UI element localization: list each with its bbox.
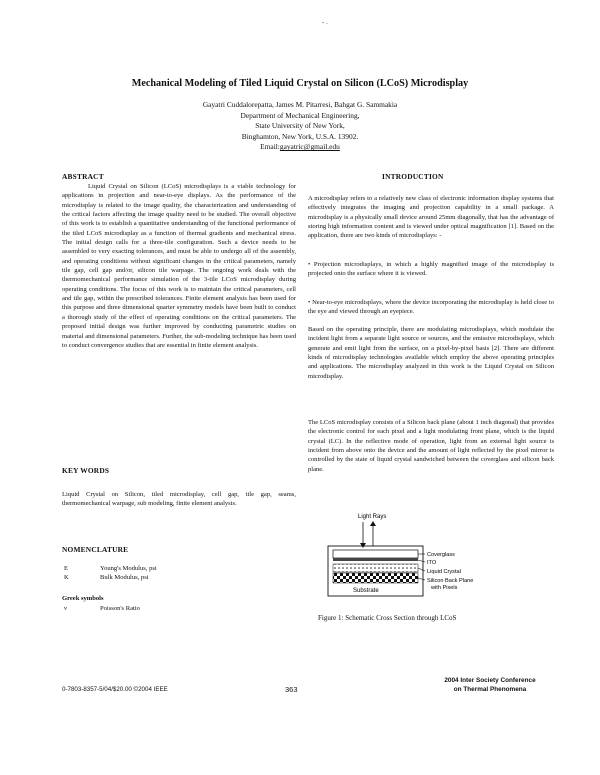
light-rays xyxy=(358,514,386,548)
figure-caption: Figure 1: Schematic Cross Section through LCoS xyxy=(318,614,457,622)
conference-line: on Thermal Phenomena xyxy=(453,685,527,693)
silicon-back-plane-label: Silicon Back Plane xyxy=(427,578,474,584)
liquid-crystal-label: Liquid Crystal xyxy=(427,569,461,575)
email-label: Email: xyxy=(260,142,280,152)
light-rays-label: Light Rays xyxy=(358,514,387,520)
layer-labels xyxy=(418,552,473,591)
greek-list xyxy=(62,604,296,613)
intro-paragraph: A microdisplay refers to a relatively new class of electronic information display systems that effectively integrates the imaging and projection capability in a small package. A microdisplay is a physically small device around 25mm diagonally, that has the advantage of storing high information content and is viewed under optical magnification [1]. Based on the application, there are two kinds of microdisplays: - xyxy=(308,195,554,240)
nomenclature-list xyxy=(62,564,296,583)
author-block xyxy=(150,100,450,153)
greek-heading: Greek symbols xyxy=(62,595,104,602)
nomenclature-symbol: K xyxy=(64,574,69,582)
ito-label: ITO xyxy=(427,560,437,566)
nomenclature-item xyxy=(62,564,296,573)
intro-paragraph: Based on the operating principle, there are modulating microdisplays, which modulate the incident light from a separate light source or sources, and the emissive microdisplays, which generate and emit light from the surface, on a pixel-by-pixel basis [2]. There are different kinds of microdisplay technologies available which employ the above operating principles and applications. The microdisplay analyzed in this work is the Liquid Crystal on Silicon microdisplay. xyxy=(308,326,554,380)
intro-bullet: • Projection microdisplays, in which a highly magnified image of the microdisplay is projected onto the surface where it is viewed. xyxy=(308,261,554,278)
abstract-text: Liquid Crystal on Silicon (LCoS) microdisplays is a viable technology for applications in projection and near-to-eye displays. As the performance of the microdisplay is related to the image quality, the characterization and understanding of the critical factors affecting the image quality need to be studied. The overall objective of this work is to establish a quantitative understanding of the functional performance of the tiled LCoS microdisplay as a function of thermal gradients and mechanical stress. The initial design calls for a three-tile configuration. Such a device needs to be assembled to very exacting tolerances, and must be able to undergo all of the assembly, and operating conditions without significant changes in the critical parameters, namely tile gap, cell gap and/or, silicon tile warpage. The ongoing work deals with the thermomechanical performance simulation of the 3-tile LCoS microdisplay during operating conditions. The focus of this work is to maintain the critical parameters, cell and tile gap, within the prescribed tolerances. Finite element analysis has been used for this purpose and three dimensional quarter symmetry models have been built to conduct a thorough study of the effect of operating conditions on the critical parameters. The proposed initial design was further improved by conducting parametric studies on material and dimensional parameters. Further, the sub-modeling technique has been used to conduct convergence studies that are essential in finite element analysis. xyxy=(62,183,296,349)
nomenclature-symbol: ν xyxy=(64,605,67,612)
nomenclature-symbol: E xyxy=(64,565,68,572)
coverglass-layer xyxy=(333,550,418,558)
email-line xyxy=(150,142,450,153)
conference-line: 2004 Inter Society Conference xyxy=(444,677,536,684)
introduction-heading: INTRODUCTION xyxy=(382,172,444,181)
affiliation-line: Department of Mechanical Engineering, xyxy=(240,110,360,120)
keywords-text: Liquid Crystal on Silicon, tiled microdisplay, cell gap, tile gap, seams, thermomechanical warpage, sub modeling, finite element analysis. xyxy=(62,491,296,508)
author-names: Gayatri Cuddalorepatta, James M. Pitarresi, Bahgat G. Sammakia xyxy=(202,100,398,109)
intro-bullet: • Near-to-eye microdisplays, where the device incorporating the microdisplay is held close to the eye and viewed through an eyepiece. xyxy=(308,299,554,316)
affiliation-line: State University of New York, xyxy=(255,121,345,131)
page-number: 363 xyxy=(285,685,298,694)
with-pixels-label: with Pixels xyxy=(431,585,458,591)
lcos-cross-section-figure xyxy=(313,510,553,620)
email-link[interactable]: gayatric@gmail.edu xyxy=(279,142,340,152)
ito-layer xyxy=(333,558,418,561)
silicon-back-plane-layer xyxy=(333,573,418,583)
liquid-crystal-layer xyxy=(333,564,418,572)
intro-paragraph: The LCoS microdisplay consists of a Silicon back plane (about 1 inch diagonal) that provides the electronic control for each pixel and a light modulating front plane, which is the liquid crystal (LC). In the reflective mode of operation, light from an external light source is incident from above onto the device and the amount of light reflected by the pixel mirror is controlled by the state of liquid crystal sandwiched between the coverglass and silicon back plane. xyxy=(308,419,554,473)
page-mark: - . xyxy=(322,18,328,26)
abstract-heading: ABSTRACT xyxy=(62,172,104,181)
nomenclature-item xyxy=(62,604,296,613)
nomenclature-heading: NOMENCLATURE xyxy=(62,545,129,554)
conference-name xyxy=(420,677,560,694)
paper-title: Mechanical Modeling of Tiled Liquid Crystal on Silicon (LCoS) Microdisplay xyxy=(131,78,469,89)
affiliation-line: Binghamton, New York, U.S.A. 13902. xyxy=(241,131,359,141)
nomenclature-desc: Poisson's Ratio xyxy=(100,605,140,612)
nomenclature-item xyxy=(62,573,296,582)
coverglass-label: Coverglass xyxy=(427,552,455,558)
substrate-label: Substrate xyxy=(353,588,379,594)
isbn-line: 0-7803-8357-5/04/$20.00 ©2004 IEEE xyxy=(62,686,168,693)
nomenclature-desc: Young's Modulus, psi xyxy=(100,565,157,572)
nomenclature-desc: Bulk Modulus, psi xyxy=(100,574,149,582)
keywords-heading: KEY WORDS xyxy=(62,466,110,475)
